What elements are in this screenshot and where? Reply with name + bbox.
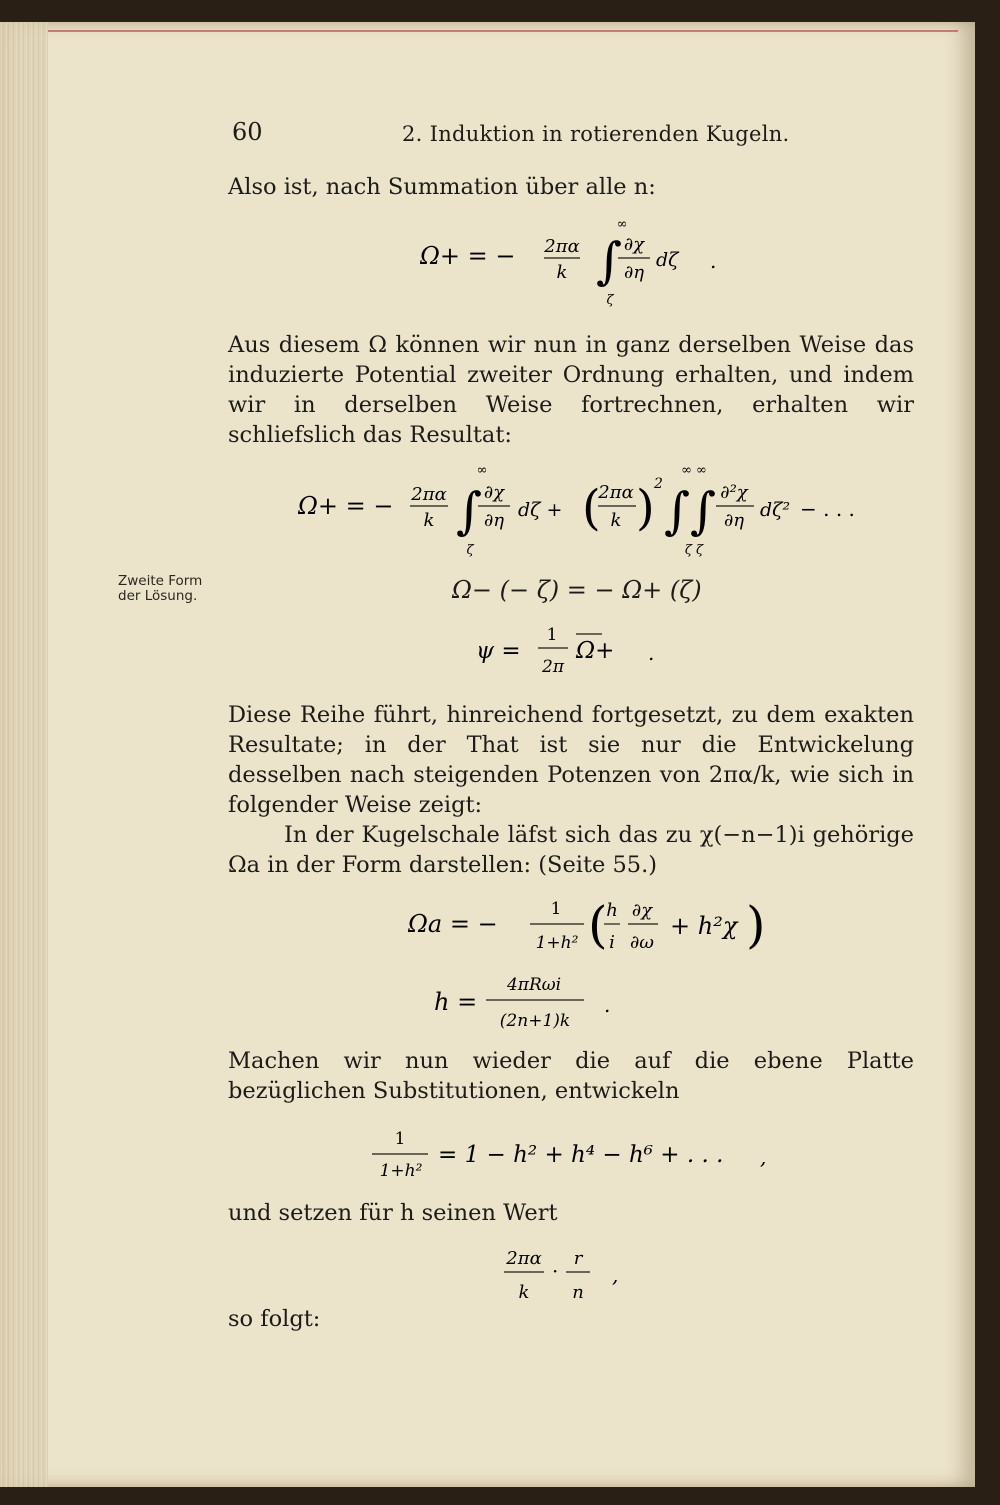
eq7-tail: , — [760, 1145, 767, 1169]
eq1-lhs: Ω+ = − — [420, 242, 516, 270]
eq7-num: 1 — [394, 1129, 406, 1149]
eq5-dden: ∂ω — [630, 932, 654, 953]
eq1-lower: ζ — [606, 293, 614, 308]
eq7-rhs: = 1 − h² + h⁴ − h⁶ + . . . — [438, 1142, 724, 1168]
eq2-upper: ∞ — [476, 463, 488, 478]
equation-3: Ω− (− ζ) = − Ω+ (ζ) — [452, 576, 702, 604]
integral-sign: ∫ — [596, 232, 623, 290]
eq1-dden: ∂η — [623, 262, 645, 283]
eq4-lhs: ψ = — [476, 638, 521, 664]
eq2-d2num: ∂²χ — [720, 482, 748, 503]
eq1-upper: ∞ — [616, 217, 628, 232]
eq6-lhs: h = — [434, 988, 478, 1016]
paragraph-5: Machen wir nun wieder die auf die ebene Platte bezüglichen Substitutionen, entwickeln — [228, 1048, 914, 1104]
eq7-den: 1+h² — [379, 1161, 423, 1181]
eq2-d2var: dζ² — [760, 499, 791, 521]
paragraph-1: Also ist, nach Summation über alle n: — [228, 174, 656, 200]
integral-sign: ∫ — [664, 482, 691, 540]
eq2-pnum: 2πα — [598, 482, 634, 503]
paragraph-4: In der Kugelschale läfst sich das zu χ(−n−1)i gehörige Ωa in der Form darstellen: (Seite 55.) — [228, 822, 914, 878]
top-rule — [48, 30, 958, 32]
left-paren: ( — [588, 896, 608, 954]
eq6-tail: . — [604, 993, 611, 1017]
eq6-den: (2n+1)k — [499, 1011, 571, 1031]
eq1-dvar: dζ — [656, 249, 679, 271]
eq2-upper2: ∞ ∞ — [681, 463, 707, 478]
integral-sign: ∫ — [456, 482, 483, 540]
right-paren: ) — [636, 480, 655, 536]
eq5-iden: i — [609, 932, 615, 953]
eq2-dnum: ∂χ — [483, 482, 505, 503]
eq2-num: 2πα — [411, 484, 447, 505]
eq5-den: 1+h² — [535, 933, 579, 953]
multiplication-dot: · — [552, 1259, 559, 1283]
eq2-dvar: dζ + — [518, 499, 563, 521]
left-paren: ( — [582, 480, 601, 536]
equation-8 — [494, 1238, 644, 1308]
eq2-lower2: ζ ζ — [684, 543, 704, 558]
eq2-pow: 2 — [654, 476, 663, 492]
margin-note-line2: der Lösung. — [118, 588, 198, 604]
equation-4 — [476, 618, 676, 684]
margin-note-line1: Zweite Form — [118, 573, 203, 589]
eq8-num1: 2πα — [506, 1248, 542, 1269]
eq1-den: k — [556, 262, 568, 283]
eq5-dnum: ∂χ — [631, 900, 653, 921]
margin-note — [118, 574, 202, 604]
eq8-tail: , — [612, 1263, 619, 1287]
paragraph-3: Diese Reihe führt, hinreichend fortgesetzt, zu dem exakten Resultate; in der That ist sie nur die Entwickelung desselben nach steigenden Potenzen von 2πα/k, wie sich in folgender Weise zeigt: — [228, 702, 914, 818]
eq2-d2den: ∂η — [723, 510, 745, 531]
eq2-den: k — [423, 510, 435, 531]
paragraph-6: und setzen für h seinen Wert — [228, 1200, 558, 1226]
eq2-lower: ζ — [466, 543, 474, 558]
eq1-dnum: ∂χ — [623, 234, 645, 255]
eq5-rhs: + h²χ — [670, 912, 738, 940]
running-title: 2. Induktion in rotierenden Kugeln. — [402, 122, 790, 146]
eq4-num: 1 — [546, 625, 558, 645]
eq6-num: 4πRωi — [506, 975, 562, 995]
equation-5 — [408, 888, 788, 968]
eq5-lhs: Ωa = − — [408, 910, 498, 938]
eq5-inum: h — [606, 900, 618, 921]
paragraph-7: so folgt: — [228, 1306, 321, 1332]
eq2-dden: ∂η — [483, 510, 505, 531]
eq5-num: 1 — [550, 899, 562, 919]
eq1-num: 2πα — [544, 236, 580, 257]
eq4-tail: . — [648, 641, 655, 665]
eq8-den1: k — [518, 1282, 530, 1303]
equation-2 — [298, 458, 868, 558]
paragraph-2: Aus diesem Ω können wir nun in ganz derselben Weise das induzierte Potential zweiter Ordnung erhalten, und indem wir in derselben Weise fortrechnen, erhalten wir schliefslich das Resultat: — [228, 332, 914, 448]
equation-6 — [434, 968, 654, 1036]
equation-1 — [420, 212, 740, 312]
page-number: 60 — [232, 118, 263, 146]
eq2-tail: − . . . — [800, 497, 855, 521]
page-stack-edge — [0, 22, 48, 1487]
right-paren: ) — [746, 896, 766, 954]
eq4-den: 2π — [542, 657, 564, 677]
eq4-rhs: Ω+ — [576, 638, 615, 664]
eq1-tail: . — [710, 249, 717, 273]
eq2-lhs: Ω+ = − — [298, 492, 394, 520]
eq8-den2: n — [572, 1282, 584, 1303]
equation-7 — [364, 1122, 804, 1184]
eq8-num2: r — [573, 1248, 583, 1269]
integral-sign: ∫ — [690, 482, 717, 540]
eq2-pden: k — [610, 510, 622, 531]
